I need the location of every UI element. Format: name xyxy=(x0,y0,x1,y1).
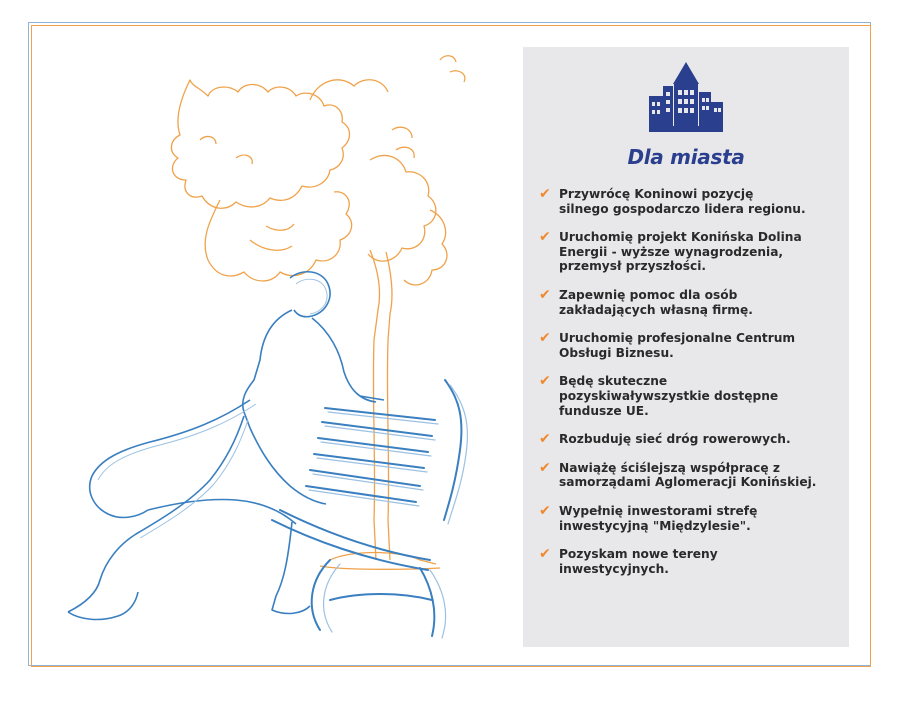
program-item-text: zakładających własną firmę. xyxy=(559,302,753,317)
program-item-text: fundusze UE. xyxy=(559,403,649,418)
city-buildings-icon xyxy=(649,62,723,132)
checkmark-icon: ✔ xyxy=(539,330,551,347)
program-item-text: Wypełnię inwestorami strefę xyxy=(559,503,758,518)
program-item xyxy=(537,504,843,533)
program-item xyxy=(537,374,843,418)
program-item-text: inwestycyjnych. xyxy=(559,561,669,576)
program-item-text: Energii - wyższe wynagrodzenia, xyxy=(559,244,784,259)
program-item xyxy=(537,461,843,490)
program-item-text: Rozbuduję sieć dróg rowerowych. xyxy=(559,432,791,447)
checkmark-icon: ✔ xyxy=(539,459,551,476)
program-item-text: silnego gospodarczo lidera regionu. xyxy=(559,201,806,216)
program-item-text: Zapewnię pomoc dla osób xyxy=(559,287,738,302)
program-item xyxy=(537,432,843,447)
program-item-text: Nawiążę ściślejszą współpracę z xyxy=(559,460,780,475)
city-program-panel xyxy=(523,47,849,647)
tree-canopy-outline xyxy=(171,56,464,570)
checkmark-icon: ✔ xyxy=(539,502,551,519)
checkmark-icon: ✔ xyxy=(539,286,551,303)
program-item xyxy=(537,230,843,274)
program-item-text: Uruchomię profesjonalne Centrum xyxy=(559,331,796,346)
bench-illustration xyxy=(40,40,520,655)
program-list xyxy=(537,187,843,590)
program-item-text: Pozyskam nowe tereny xyxy=(559,547,718,562)
program-item-text: Przywrócę Koninowi pozycję xyxy=(559,187,754,201)
program-item-text: Uruchomię projekt Konińska Dolina xyxy=(559,230,802,245)
program-item xyxy=(537,331,843,360)
bench-outline xyxy=(272,380,467,638)
program-item xyxy=(537,547,843,576)
checkmark-icon: ✔ xyxy=(539,431,551,448)
program-item-text: samorządami Aglomeracji Konińskiej. xyxy=(559,475,817,490)
checkmark-icon: ✔ xyxy=(539,546,551,563)
checkmark-icon: ✔ xyxy=(539,373,551,390)
checkmark-icon: ✔ xyxy=(539,186,551,202)
program-item-text: Będę skuteczne xyxy=(559,374,668,389)
program-item xyxy=(537,288,843,317)
program-item-text: pozyskiwaływszystkie dostępne xyxy=(559,388,779,403)
checkmark-icon: ✔ xyxy=(539,229,551,246)
program-item-text: inwestycyjną "Międzylesie". xyxy=(559,518,751,533)
program-item-text: przemysł przyszłości. xyxy=(559,259,707,274)
program-item-text: Obsługi Biznesu. xyxy=(559,345,674,360)
program-item xyxy=(537,187,843,216)
panel-title: Dla miasta xyxy=(627,145,745,169)
